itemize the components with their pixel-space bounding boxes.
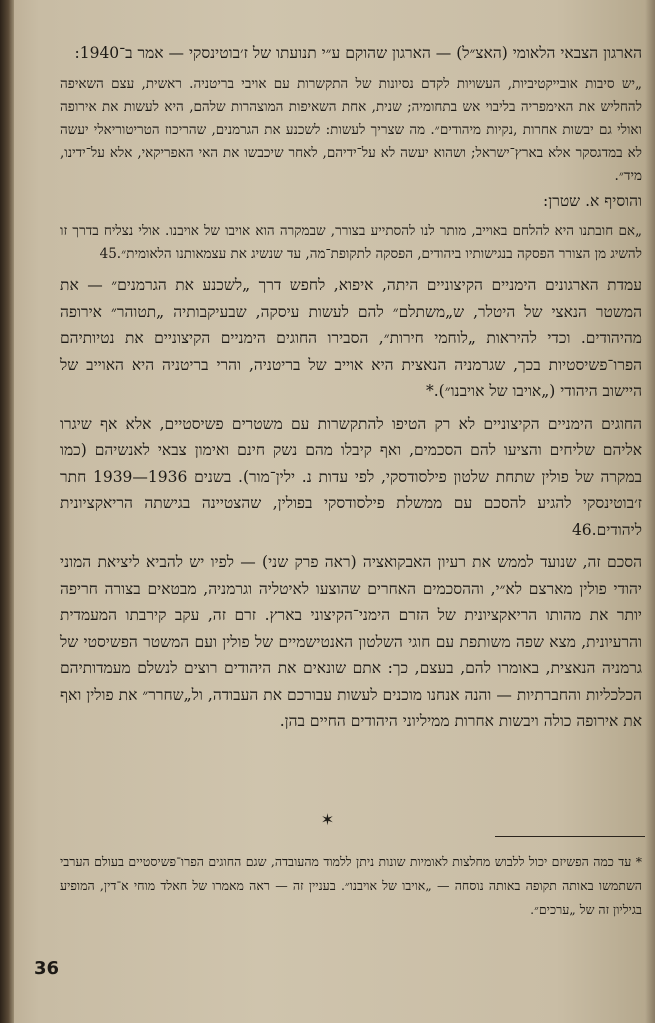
quote-stern: „אם חובתנו היא להלחם באוייב, מותר לנו להסתייע בצורר, שבמקרה הוא אויבו של אויבנו. אולי נצליח בדרך זו להשיג מן הצורר הפסקה בנגישותיו ביהודים, הפסקה לתקופת־מה, עד שנשיג את עצמאותנו הלאומית״.45 <box>60 223 642 262</box>
page-number: 36 <box>34 958 60 979</box>
paragraph-intro: הארגון הצבאי הלאומי (האצ״ל) — הארגון שהוקם ע״י תנועתו של ז׳בוטינסקי — אמר ב־1940: <box>74 44 642 62</box>
footnote-text: * עד כמה הפשיזם יכול ללבוש מחלצות לאומיות שונות ניתן ללמוד מהעובדה, שגם החוגים הפרו־פשיסטיים בעולם הערבי השתמשו באותה תקופה באותה נוסחה — „אויבו של אויבנו״. בעניין זה — ראה מאמרו של חאלד מוחי א־דין, המופיע בגיליון זה של „ערכים״. <box>60 854 642 917</box>
body-text <box>60 40 642 735</box>
paragraph-fascist-contacts: החוגים הימניים הקיצוניים לא רק הטיפו להתקשרות עם משטרים פשיסטיים, אלא אף שיגרו אליהם שליחים והציעו להם הסכמים, ואף קיבלו מהם נשק חינם ואימון צבאי לאנשיהם (כמו במקרה של פולין שתחת שלטון פילסודסקי, לפי עדות נ. ילין־מור). בשנים 1936—1939 חתר ז׳בוטינסקי להגיע להסכם עם ממשלת פילסודסקי בפולין, שהצטיינה בגישתה הריאקציונית ליהודים.46 <box>60 414 642 539</box>
paragraph-right-wing-position: עמדת הארגונים הימניים הקיצוניים היתה, איפוא, לחפש דרך „לשכנע את הגרמנים״ — את המשטר הנאצי של היטלר, ש„משתלם״ להם לעשות עיסקה, שבעיקבותיה „תטוהר״ אירופה מהיהודים. וכדי להיראות „לוחמי חירות״, הסבירו החוגים הימניים הקיצוניים את נטיותיהם הפרו־פשיסטיות בכך, שגרמניה הנאצית היא אוייב של בריטניה, והרי בריטניה היא האוייב של היישוב היהודי („אויבו של אויבנו״).* <box>60 276 642 400</box>
footnote-rule <box>495 836 645 837</box>
paragraph-evacuation-agreement: הסכם זה, שנועד לממש את רעיון האבקואציה (ראה פרק שני) — לפיו יש להביא ליציאת המוני יהודי פולין מארצם לא״י, וההסכמים האחרים שהוצעו לאיטליה וגרמניה, מבטאים בצורה חריפה יותר את מהותו הריאקציונית של הזרם הימני־הקיצוני בארץ. זרם זה, עקב קירבתו המעמדית והרעיונית, מצא שפה משותפת עם חוגי השלטון האנטישמיים של פולין ועם המשטר הפשיסטי של גרמניה הנאצית, באומרו להם, בעצם, כך: אתם שונאים את היהודים רוצים לנשלם מעמדותיהם הכלכליות והחברתיות — והנה אנחנו מוכנים לעשות עבורכם את העבודה, ול„שחרר״ את פולין ואף את אירופה כולה ויבשות אחרות ממיליוני היהודים החיים בהן. <box>60 553 642 730</box>
page-edge-shadow <box>645 0 655 1023</box>
paragraph-stern-intro: והוסיף א. שטרן: <box>543 191 642 210</box>
quote-etzel: „יש סיבות אובייקטיביות, העשויות לקדם נסיונות של התקשרות עם אויבי בריטניה. ראשית, עצם השאיפה להחליש את האימפריה בליבוי אש בתחומיה; שנית, אחת השאיפות המוצהרות שלהם, היא לעשות את אירופה ואולי גם יבשות אחרות ,נקיות מיהודים״. מה שצריך לעשות: לשכנע את הגרמנים, שהריכוז הטריטוריאלי יעשה לא במדגסקר אלא בארץ־ישראל; ושהוא יעשה לא על־ידיהם, לאחר שיכבשו את האי האפריקאי, אלא על־ידינו, מיד״. <box>60 75 642 184</box>
book-spine-shadow <box>0 0 14 1023</box>
section-separator-star: ✶ <box>320 810 335 829</box>
